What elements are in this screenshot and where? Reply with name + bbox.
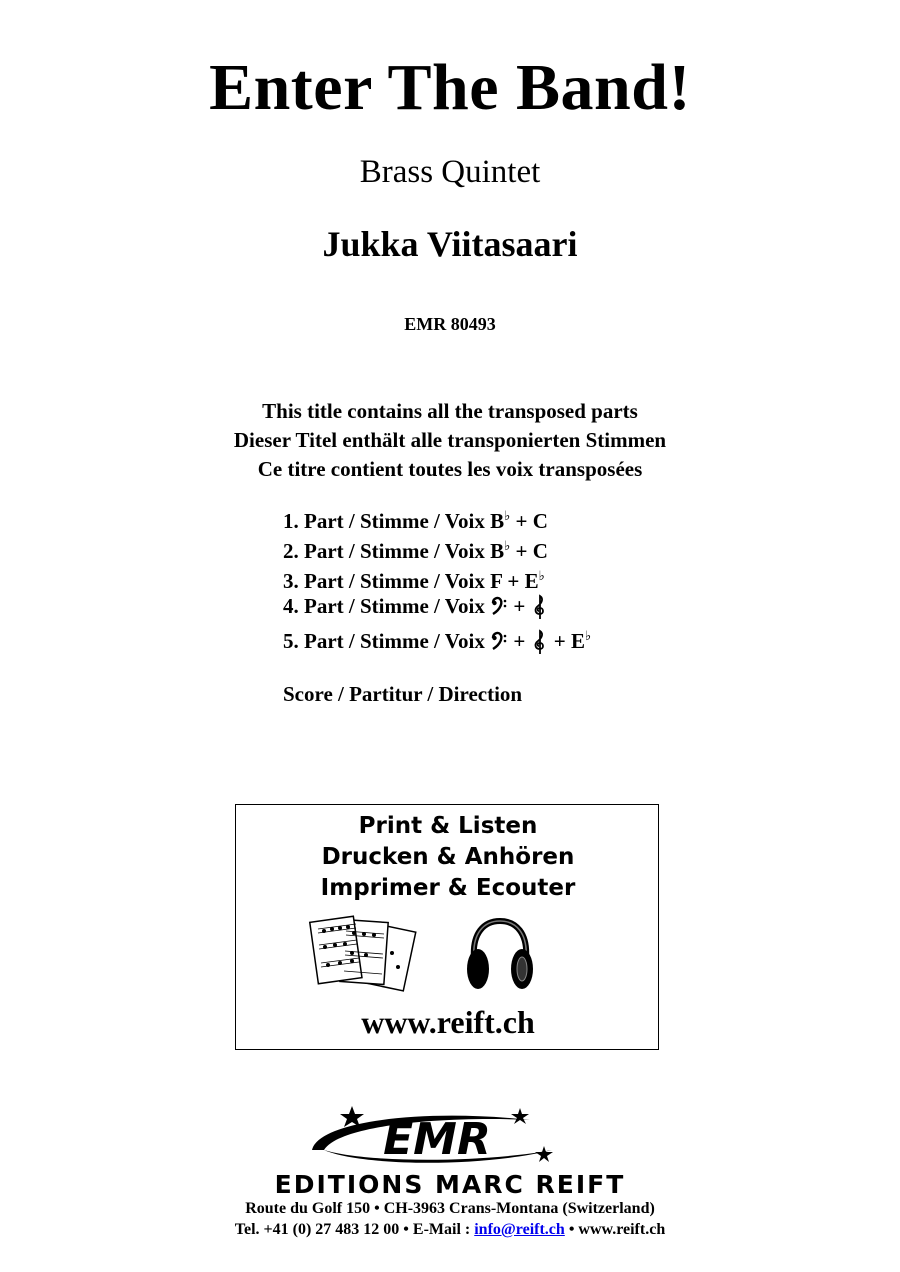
part-line-3	[283, 562, 545, 595]
flat-sign: ♭	[538, 568, 545, 583]
treble-clef-icon	[531, 628, 549, 656]
print-listen-box	[235, 804, 659, 1050]
part-line-5	[283, 622, 591, 656]
part-key-extra: + C	[515, 539, 548, 563]
composer: Jukka Viitasaari	[322, 224, 578, 264]
bass-clef-icon	[490, 594, 508, 618]
part-label: 1. Part / Stimme / Voix	[283, 509, 485, 533]
email-link[interactable]: info@reift.ch	[474, 1221, 565, 1238]
subtitle: Brass Quintet	[359, 154, 541, 190]
catalog-number: EMR 80493	[404, 314, 496, 334]
part-line-1	[283, 502, 548, 535]
part-label: 2. Part / Stimme / Voix	[283, 539, 485, 563]
plus-sign: +	[513, 594, 526, 618]
part-label: 5. Part / Stimme / Voix	[283, 629, 485, 653]
sheet-music-icon	[308, 913, 420, 995]
flat-sign: ♭	[504, 508, 511, 523]
bass-clef-icon	[490, 629, 508, 653]
part-key: B	[490, 539, 505, 563]
emr-logo	[300, 1104, 570, 1174]
title: Enter The Band!	[209, 51, 691, 124]
contact-website[interactable]: • www.reift.ch	[564, 1221, 666, 1238]
contact-phone: Tel. +41 (0) 27 483 12 00 • E-Mail :	[234, 1221, 475, 1238]
publisher-contact	[0, 1219, 900, 1240]
transposition-notice-en: This title contains all the transposed parts	[262, 399, 638, 423]
promo-line-de: Drucken & Anhören	[321, 844, 575, 870]
part-key: F + E	[490, 569, 539, 593]
transposition-notice-fr: Ce titre contient toutes les voix transposées	[257, 457, 643, 481]
promo-line-fr: Imprimer & Ecouter	[320, 875, 576, 901]
publisher-name: EDITIONS MARC REIFT	[274, 1170, 626, 1199]
emr-logo-text: EMR	[383, 1114, 491, 1165]
part-line-2	[283, 532, 548, 565]
part-label: 4. Part / Stimme / Voix	[283, 594, 485, 618]
part-key-extra: + C	[515, 509, 548, 533]
score-line: Score / Partitur / Direction	[283, 682, 523, 706]
part-key: + E	[553, 629, 586, 653]
flat-sign: ♭	[585, 628, 592, 643]
publisher-address: Route du Golf 150 • CH-3963 Crans-Montana (Switzerland)	[245, 1200, 655, 1217]
plus-sign: +	[513, 629, 526, 653]
promo-website[interactable]: www.reift.ch	[361, 1004, 535, 1040]
flat-sign: ♭	[504, 538, 511, 553]
promo-line-en: Print & Listen	[358, 813, 538, 839]
part-line-4	[283, 592, 549, 621]
part-label: 3. Part / Stimme / Voix	[283, 569, 485, 593]
treble-clef-icon	[531, 593, 549, 621]
part-key: B	[490, 509, 505, 533]
transposition-notice-de: Dieser Titel enthält alle transponierten Stimmen	[233, 428, 667, 452]
headphones-icon	[464, 913, 536, 993]
